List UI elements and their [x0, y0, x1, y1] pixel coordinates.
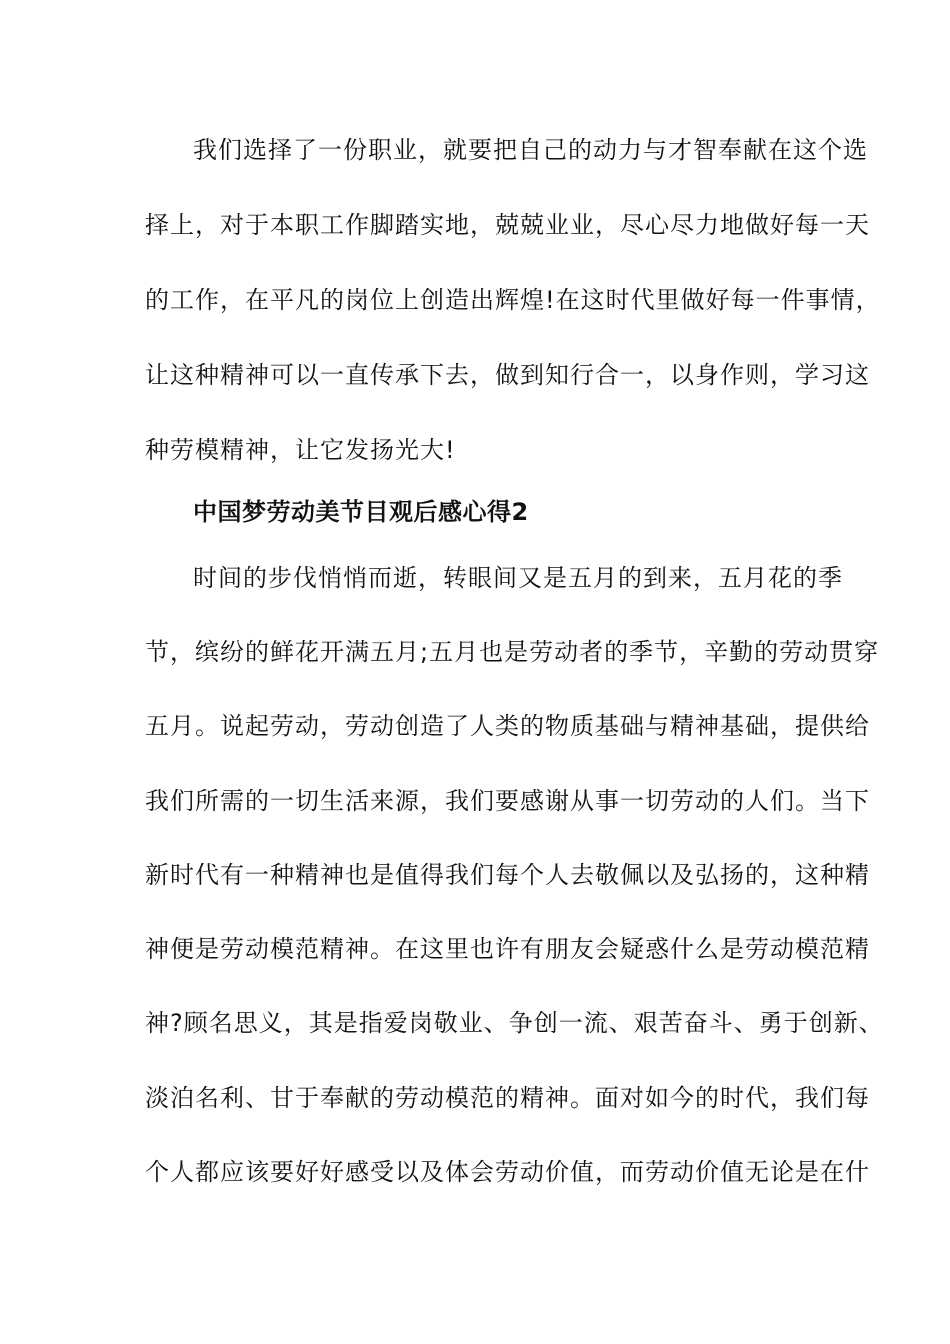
paragraph-2-line-8: 淡泊名利、甘于奉献的劳动模范的精神。面对如今的时代，我们每 — [145, 1084, 870, 1112]
paragraph-2-line-7: 神?顾名思义，其是指爱岗敬业、争创一流、艰苦奋斗、勇于创新、 — [145, 1009, 884, 1037]
paragraph-2-line-1: 时间的步伐悄悄而逝，转眼间又是五月的到来，五月花的季 — [193, 564, 843, 592]
paragraph-1-line-1: 我们选择了一份职业，就要把自己的动力与才智奉献在这个选 — [193, 136, 868, 164]
section-heading: 中国梦劳动美节目观后感心得2 — [193, 498, 529, 526]
paragraph-2-line-4: 我们所需的一切生活来源，我们要感谢从事一切劳动的人们。当下 — [145, 787, 870, 815]
paragraph-2-line-9: 个人都应该要好好感受以及体会劳动价值，而劳动价值无论是在什 — [145, 1158, 870, 1186]
paragraph-1-line-5: 种劳模精神，让它发扬光大! — [145, 436, 456, 464]
paragraph-2-line-6: 神便是劳动模范精神。在这里也许有朋友会疑惑什么是劳动模范精 — [145, 935, 870, 963]
paragraph-1-line-4: 让这种精神可以一直传承下去，做到知行合一，以身作则，学习这 — [145, 361, 870, 389]
paragraph-2-line-2: 节，缤纷的鲜花开满五月;五月也是劳动者的季节，辛勤的劳动贯穿 — [145, 638, 880, 666]
paragraph-2-line-5: 新时代有一种精神也是值得我们每个人去敬佩以及弘扬的，这种精 — [145, 861, 870, 889]
paragraph-1-line-3: 的工作，在平凡的岗位上创造出辉煌!在这时代里做好每一件事情， — [145, 286, 881, 314]
paragraph-1-line-2: 择上，对于本职工作脚踏实地，兢兢业业，尽心尽力地做好每一天 — [145, 211, 870, 239]
paragraph-2-line-3: 五月。说起劳动，劳动创造了人类的物质基础与精神基础，提供给 — [145, 712, 870, 740]
